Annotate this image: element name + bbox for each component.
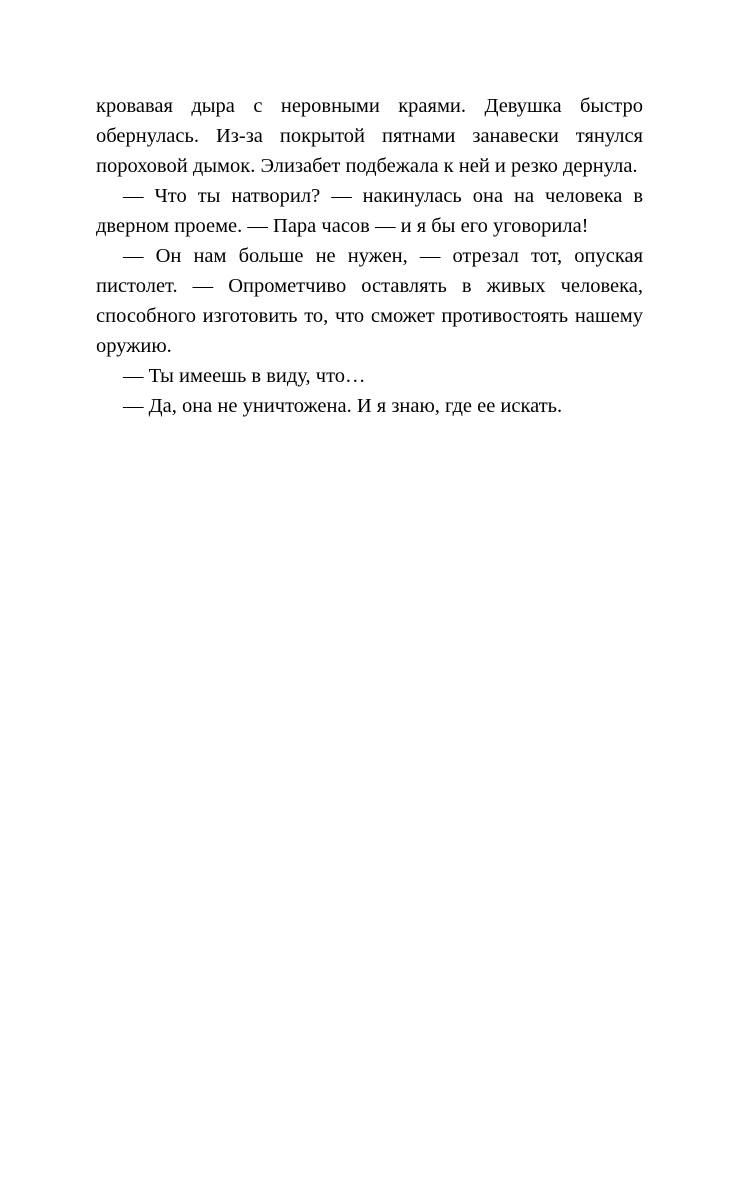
paragraph-dialogue-answer: — Да, она не уничтожена. И я знаю, где ее искать. <box>123 395 563 417</box>
paragraph-continuation: кровавая дыра с неровными краями. Девушка быстро обернулась. Из-за покрытой пятнами занавески тянулся пороховой дымок. Элизабет подбежала к ней и резко дернула. <box>96 95 643 177</box>
book-page-text <box>96 91 643 421</box>
paragraph-dialogue-question: — Ты имеешь в виду, что… <box>123 365 366 387</box>
paragraph-dialogue-reply: — Он нам больше не нужен, — отрезал тот, опуская пистолет. — Опрометчиво оставлять в живых человека, способного изготовить то, что сможет противостоять нашему оружию. <box>96 245 643 357</box>
paragraph-dialogue-elizabeth: — Что ты натворил? — накинулась она на человека в дверном проеме. — Пара часов — и я бы его уговорила! <box>96 185 643 237</box>
